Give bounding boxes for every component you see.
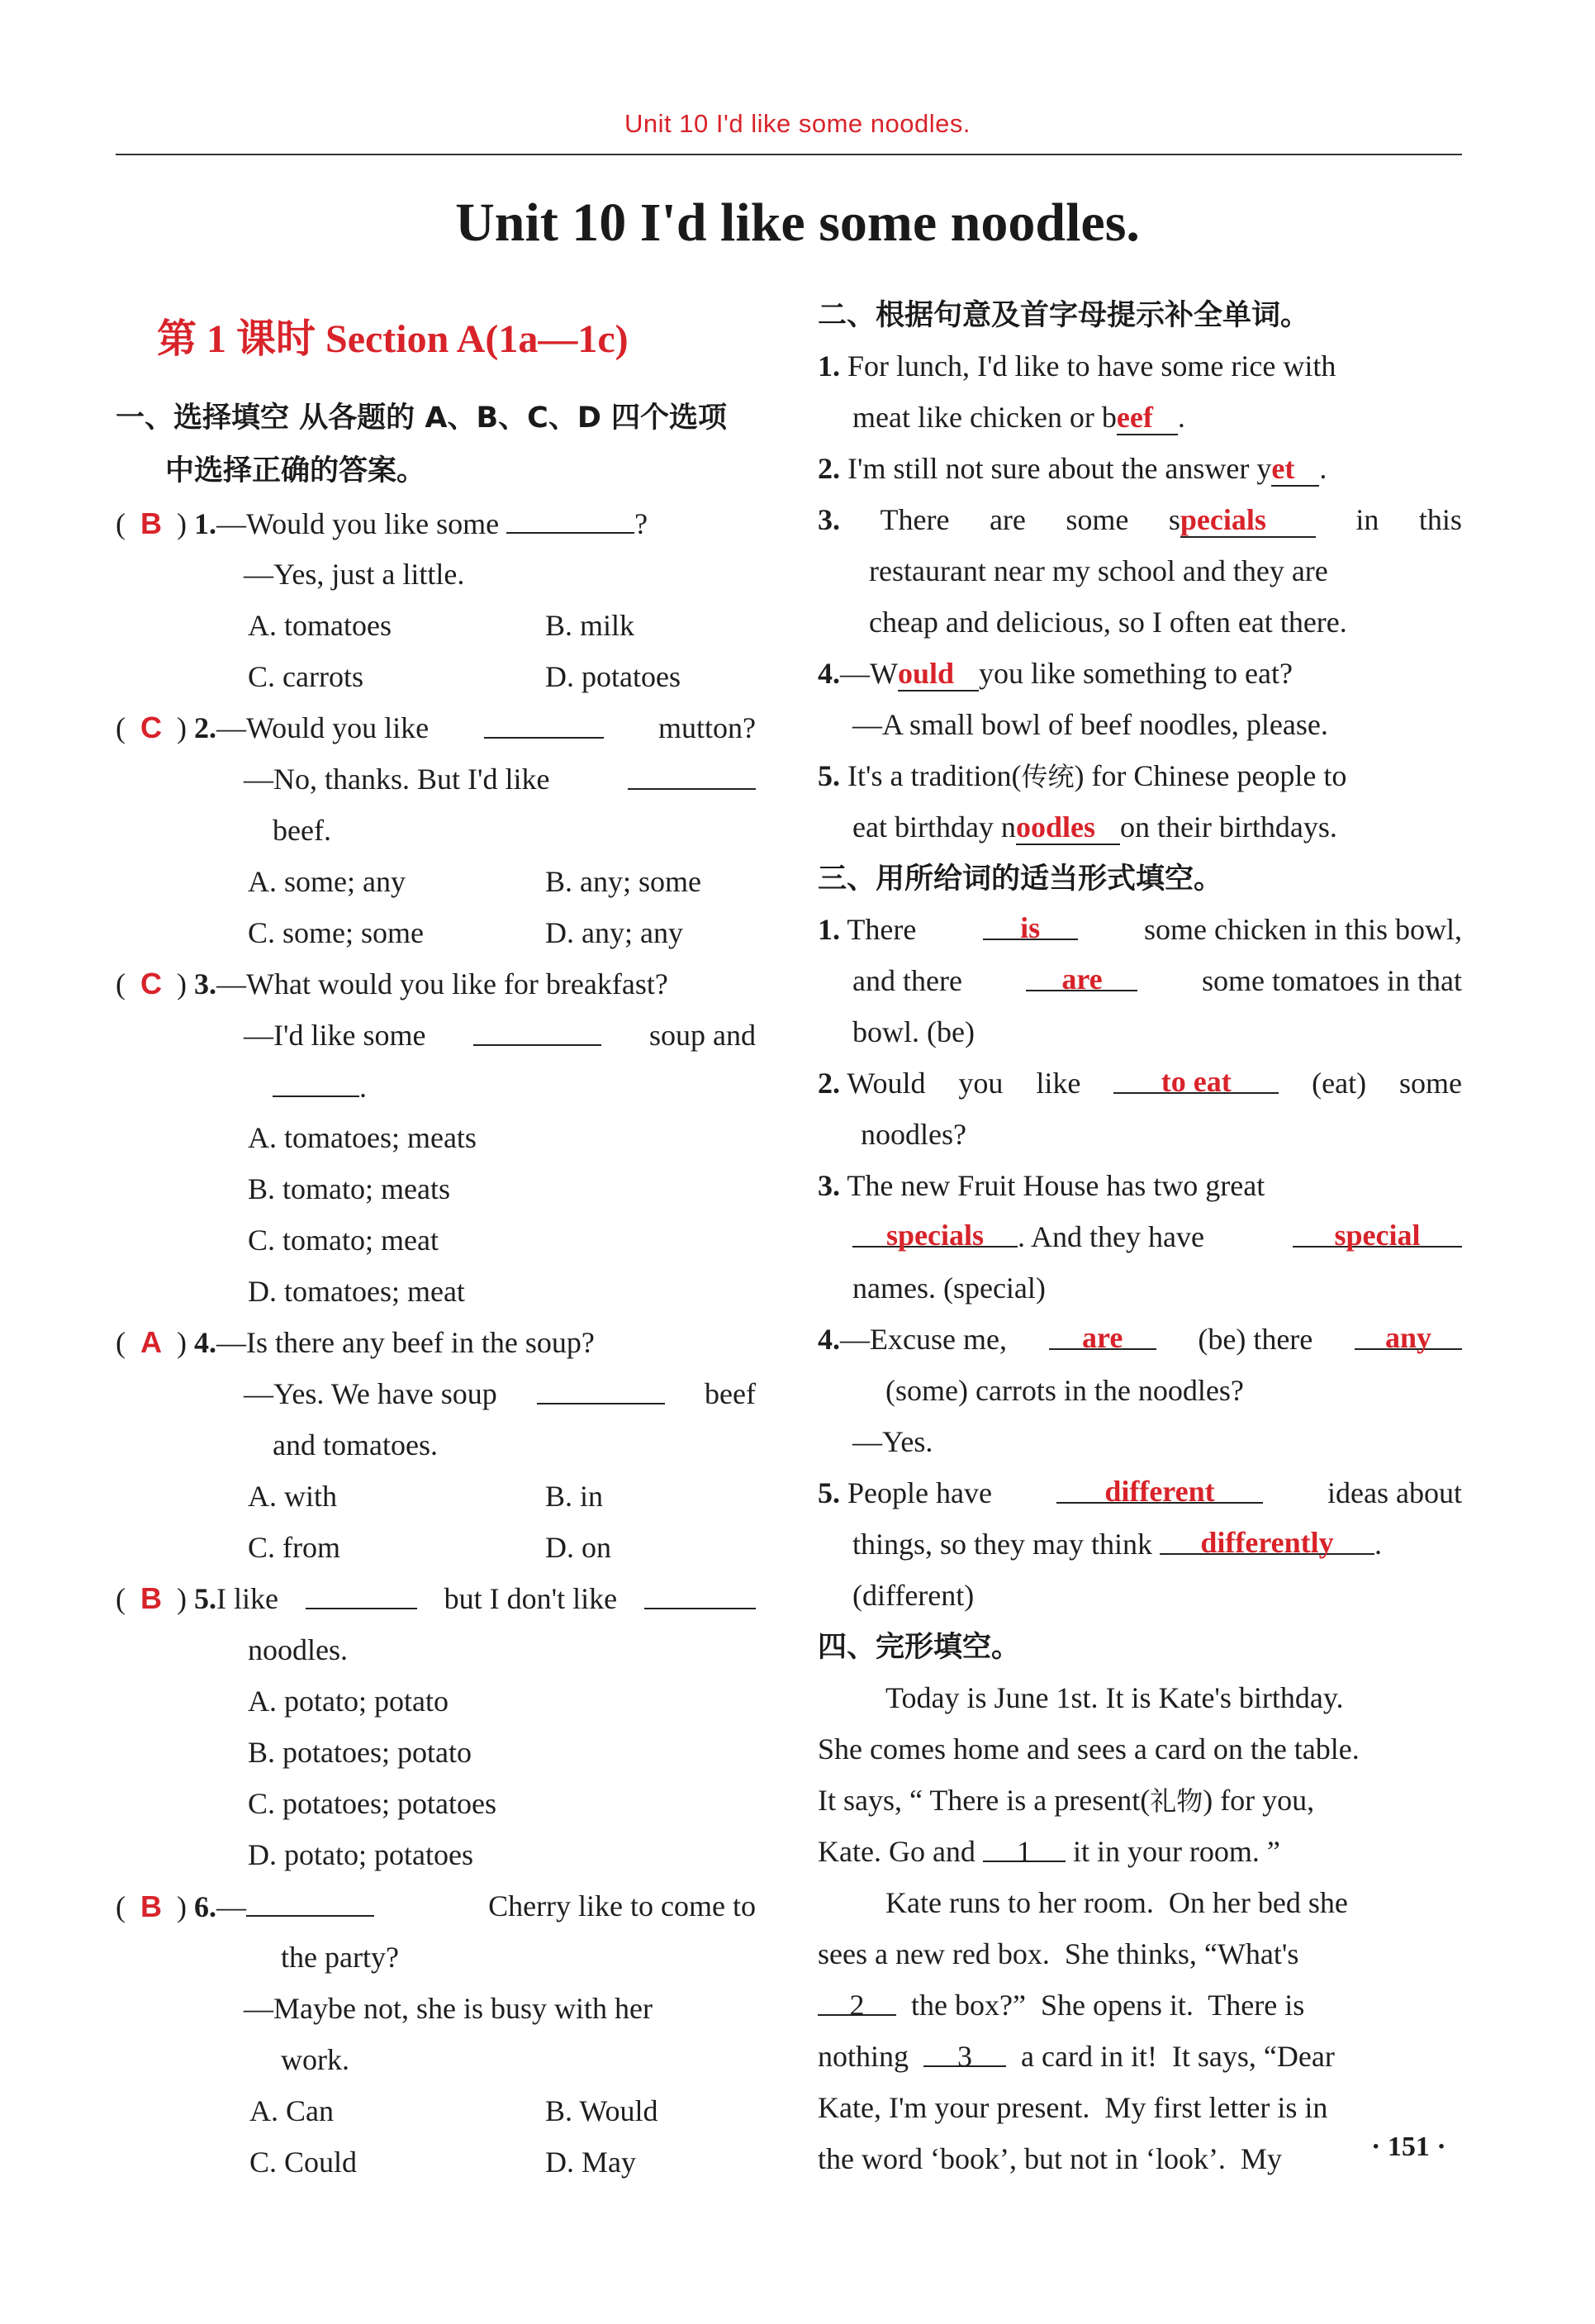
blank (273, 1067, 359, 1097)
blank (473, 1016, 601, 1046)
option-a: A. some; any (248, 865, 406, 898)
answer-fill: is (1020, 911, 1041, 944)
s3-question-5: 5. People have different ideas about (818, 1475, 1462, 1509)
answer-6: B (140, 1889, 162, 1923)
question-3: ( C ) 3.—What would you like for breakfast? (116, 967, 668, 1000)
question-1: ( B ) 1.—Would you like some ? (116, 504, 648, 543)
s3-question-1: 1. There is some chicken in this bowl, (818, 911, 1462, 946)
option-d: D. potato; potatoes (248, 1838, 473, 1871)
option-a: A. tomatoes (248, 609, 392, 642)
option-c: C. tomato; meat (248, 1224, 439, 1257)
option-d: D. any; any (545, 916, 683, 949)
cloze-blank-1: 1 (1016, 1835, 1032, 1868)
s2-question-1: 1. For lunch, I'd like to have some rice with (818, 349, 1336, 383)
answer-2: C (140, 711, 162, 744)
blank (537, 1375, 665, 1404)
cloze-blank-3: 3 (957, 2040, 973, 2073)
answer-fill: specials (885, 1219, 984, 1252)
option-a: A. Can (249, 2094, 334, 2127)
answer-fill: different (1104, 1475, 1215, 1508)
answer-4: A (140, 1325, 162, 1359)
blank (644, 1580, 756, 1609)
answer-fill: oodles (1016, 810, 1120, 845)
question-5: ( B ) 5.I like but I don't like (116, 1580, 756, 1618)
answer-fill: pecials (1180, 503, 1316, 538)
blank (306, 1580, 417, 1609)
answer-fill: eef (1117, 401, 1178, 435)
question-2: ( C ) 2.—Would you like mutton? (116, 711, 756, 744)
answer-fill: any (1384, 1321, 1432, 1354)
page-number: · 151 · (1371, 2132, 1446, 2162)
answer-fill: are (1082, 1321, 1123, 1354)
option-a: A. with (248, 1480, 337, 1513)
answer-fill: to eat (1161, 1065, 1232, 1098)
answer-3: C (140, 967, 162, 1000)
question-4: ( A ) 4.—Is there any beef in the soup? (116, 1325, 595, 1359)
s2-question-5: 5. It's a tradition(传统) for Chinese people to (818, 759, 1347, 792)
option-d: D. tomatoes; meat (248, 1275, 465, 1308)
option-a: A. tomatoes; meats (248, 1121, 477, 1154)
answer-fill: ould (898, 657, 979, 691)
blank (506, 504, 634, 534)
option-c: C. Could (249, 2146, 358, 2179)
s2-question-3: 3. There are some specials in this (818, 503, 1462, 536)
cloze-passage: Today is June 1st. It is Kate's birthday. (885, 1681, 1344, 1714)
option-c: C. potatoes; potatoes (248, 1787, 496, 1820)
header-rule (116, 154, 1462, 155)
option-c: C. some; some (248, 916, 424, 949)
lesson-title: 第 1 课时 Section A(1a—1c) (157, 317, 629, 361)
answer-fill: special (1334, 1219, 1421, 1252)
blank (246, 1887, 374, 1917)
answer-1: B (140, 506, 162, 540)
s3-question-2: 2. Would you like to eat (eat) some (818, 1065, 1462, 1100)
option-c: C. carrots (248, 660, 363, 693)
s2-question-2: 2. I'm still not sure about the answer yet . (818, 452, 1327, 485)
option-d: D. on (545, 1531, 611, 1564)
s3-question-4: 4.—Excuse me, are (be) there any (818, 1320, 1462, 1358)
option-a: A. potato; potato (248, 1685, 449, 1718)
running-head: Unit 10 I'd like some noodles. (624, 109, 971, 138)
option-d: D. potatoes (545, 660, 681, 693)
option-c: C. from (248, 1531, 340, 1564)
answer-fill: differently (1200, 1526, 1334, 1559)
section-2-heading: 二、根据句意及首字母提示补全单词。 (818, 299, 1310, 332)
cloze-blank-2: 2 (849, 1989, 865, 2022)
question-6: ( B ) 6.— Cherry like to come to (116, 1887, 756, 1926)
section-4-heading: 四、完形填空。 (818, 1631, 1021, 1664)
answer-fill: et (1271, 452, 1319, 487)
option-b: B. in (545, 1480, 604, 1513)
option-b: B. any; some (545, 865, 701, 898)
option-b: B. milk (545, 609, 635, 642)
unit-title: Unit 10 I'd like some noodles. (455, 192, 1140, 253)
answer-5: B (140, 1581, 162, 1615)
option-d: D. May (545, 2146, 636, 2179)
blank (484, 709, 604, 739)
s2-question-4: 4.—Would you like something to eat? (818, 657, 1293, 690)
s3-question-3: 3. The new Fruit House has two great (818, 1169, 1265, 1202)
option-b: B. tomato; meats (248, 1172, 450, 1205)
section-3-heading: 三、用所给词的适当形式填空。 (818, 863, 1223, 896)
answer-fill: are (1061, 962, 1103, 996)
option-b: B. potatoes; potato (248, 1736, 472, 1769)
option-b: B. Would (545, 2094, 658, 2127)
blank (628, 760, 756, 790)
section-1-heading: 一、选择填空 从各题的 A、B、C、D 四个选项 (116, 402, 728, 435)
